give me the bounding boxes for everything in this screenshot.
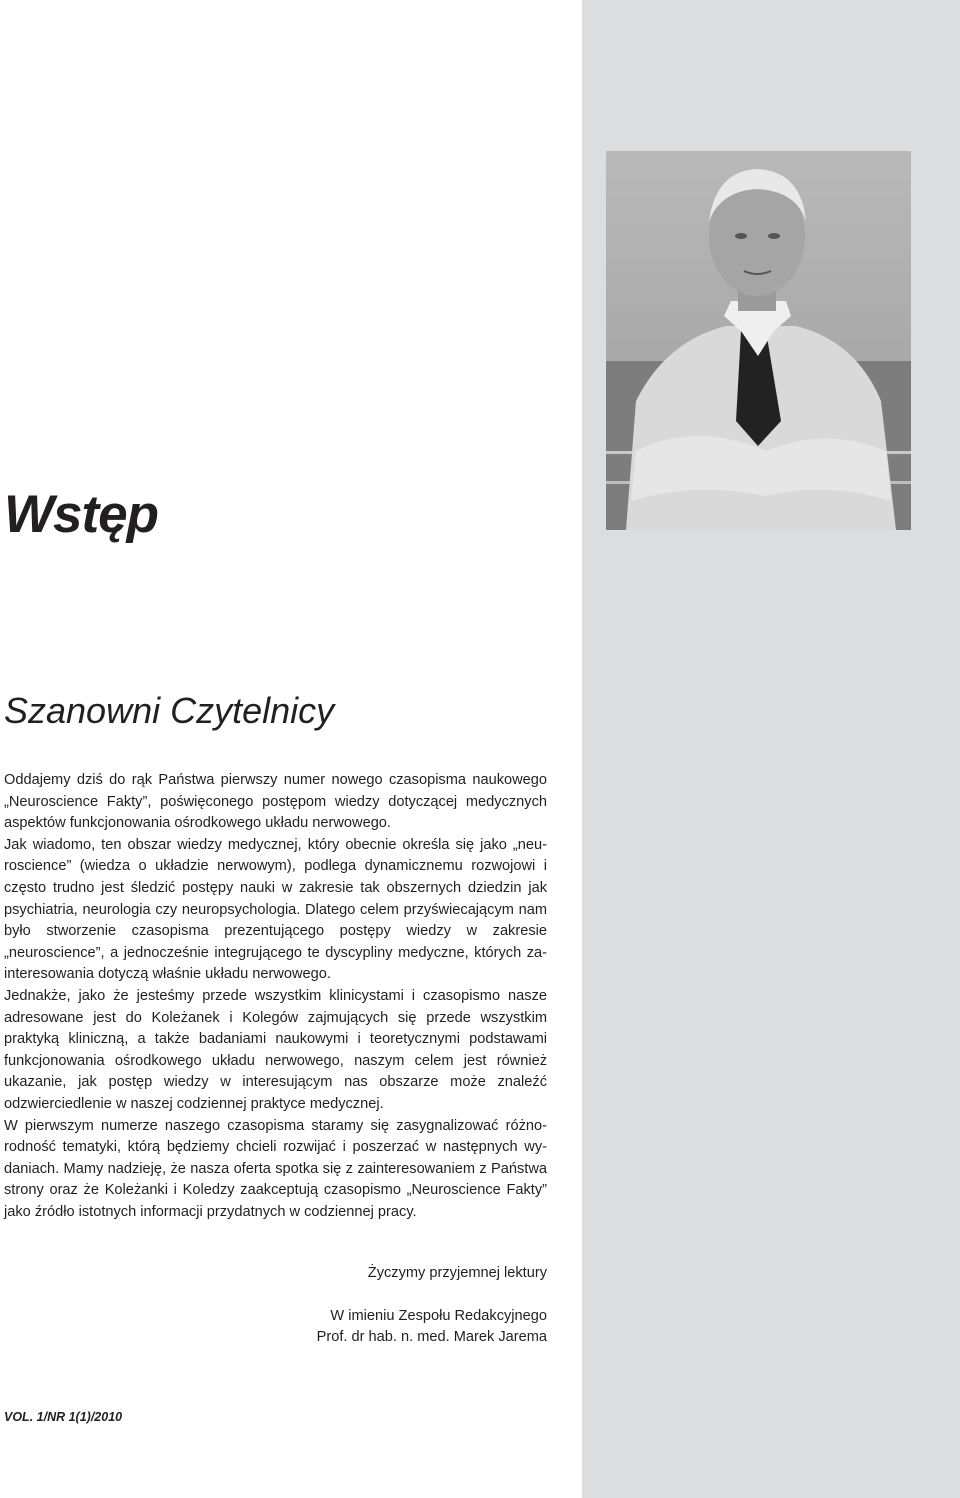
article-body	[4, 770, 547, 1223]
body-paragraph: Jednakże, jako że jesteśmy przede wszystkim klinicystami i czasopismo nasze adresowane jest do Koleżanek i Kolegów zajmujących się przede wszystkim praktyką kliniczną, a także badaniami naukowymi i teoretycznymi podstawami funkcjonowania ośrodkowego układu nerwowego, naszym celem jest również ukazanie, jak postęp wiedzy w interesującym nas obszarze może znaleźć odzwierciedlenie w naszej codziennej praktyce medycznej.	[4, 987, 547, 1112]
signature-on-behalf: W imieniu Zespołu Redakcyjnego	[330, 1308, 547, 1324]
page-title: Wstęp	[4, 485, 158, 544]
body-paragraph: Oddajemy dziś do rąk Państwa pierwszy numer nowego czasopisma naukowego „Neuroscience Fakty”, poświęconego postępom wiedzy dotyczącej medycznych aspektów funkcjonowania ośrodkowego układu nerwowego.	[4, 772, 547, 832]
greeting-heading: Szanowni Czytelnicy	[4, 690, 335, 731]
body-paragraph: Jak wiadomo, ten obszar wiedzy medycznej, który obecnie określa się jako „neuroscience” (wiedza o układzie nerwowym), podlega dynamicznemu rozwojowi i często trudno jest śledzić postępy nauki w zakresie tak obszernych dziedzin jak psychiatria, neurologia czy neuropsychologia. Dlatego celem przyświecającym nam było stworzenie czasopisma prezentującego postępy wiedzy w zakresie „neuroscience”, a jednocześnie integrującego te dyscypliny medyczne, których zainteresowania dotyczą właśnie układu nerwowego.	[4, 836, 547, 983]
signature-author: Prof. dr hab. n. med. Marek Jarema	[316, 1329, 547, 1345]
volume-footer: VOL. 1/NR 1(1)/2010	[4, 1410, 123, 1424]
portrait-illustration	[606, 151, 911, 530]
closing-wishes: Życzymy przyjemnej lektury	[367, 1265, 547, 1281]
author-portrait-photo	[606, 151, 911, 530]
body-paragraph: W pierwszym numerze naszego czasopisma staramy się zasygnalizować różnorodność tematyki, którą będziemy chcieli rozwijać i poszerzać w następnych wydaniach. Mamy nadzieję, że nasza oferta spotka się z zainteresowaniem z Państwa strony oraz że Koleżanki i Koledzy zaakceptują czasopismo „Neuroscience Fakty” jako źródło istotnych informacji przydatnych w codziennej pracy.	[4, 1117, 547, 1220]
